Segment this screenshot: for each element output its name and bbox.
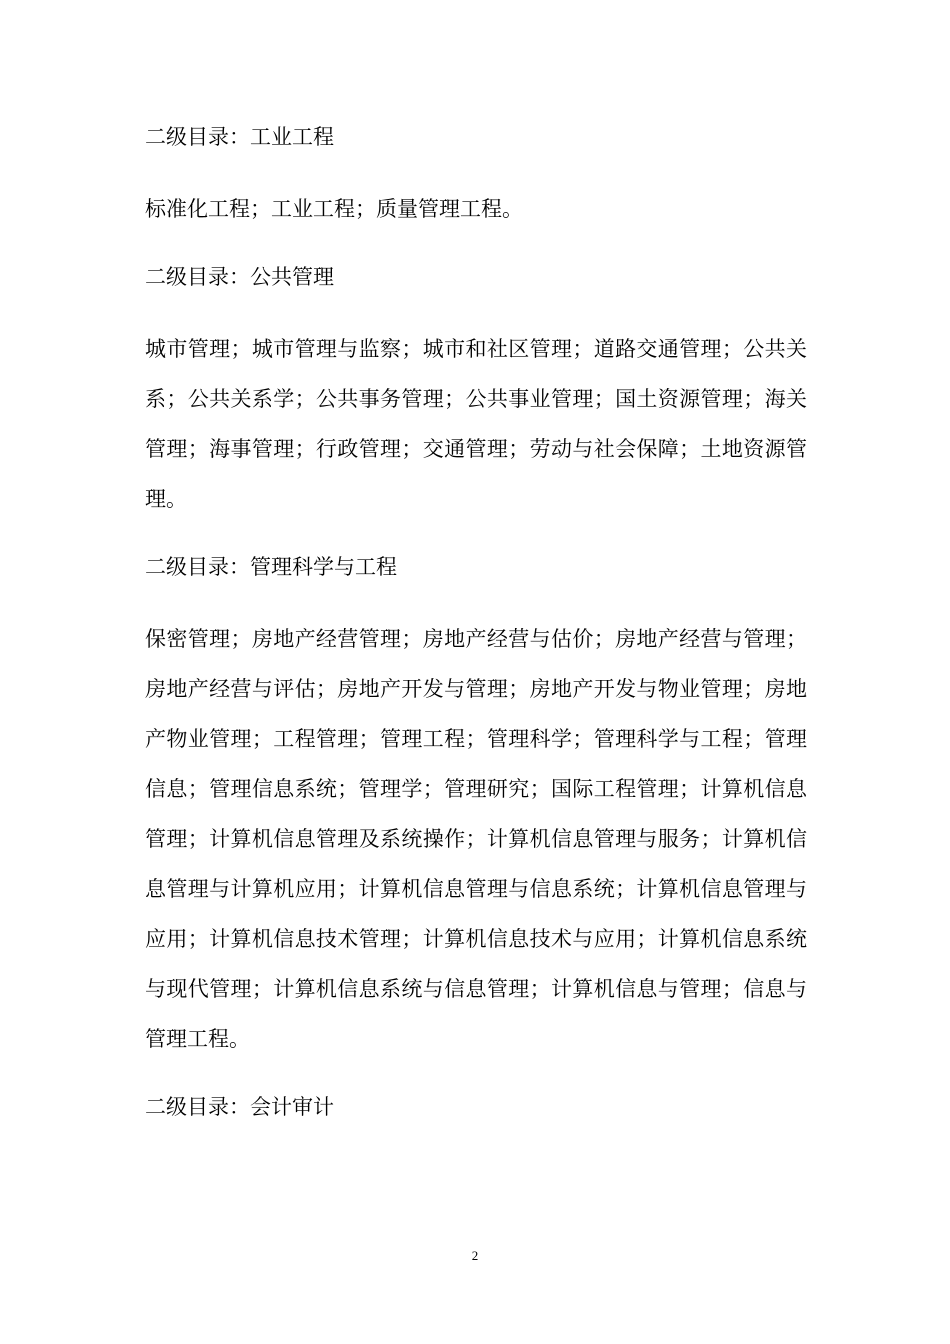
section-heading-management-science: 二级目录：管理科学与工程 [145, 555, 397, 579]
section-body-public-management: 城市管理；城市管理与监察；城市和社区管理；道路交通管理；公共关系；公共关系学；公共事务管理；公共事业管理；国土资源管理；海关管理；海事管理；行政管理；交通管理；劳动与社会保障；土地资源管理。 [145, 337, 807, 511]
page-number: 2 [471, 1248, 479, 1263]
section-heading-accounting-audit: 二级目录：会计审计 [145, 1095, 334, 1119]
document-page [145, 116, 807, 1158]
section-body-management-science: 保密管理；房地产经营管理；房地产经营与估价；房地产经营与管理；房地产经营与评估；房地产开发与管理；房地产开发与物业管理；房地产物业管理；工程管理；管理工程；管理科学；管理科学与工程；管理信息；管理信息系统；管理学；管理研究；国际工程管理；计算机信息管理；计算机信息管理及系统操作；计算机信息管理与服务；计算机信息管理与计算机应用；计算机信息管理与信息系统；计算机信息管理与应用；计算机信息技术管理；计算机信息技术与应用；计算机信息系统与现代管理；计算机信息系统与信息管理；计算机信息与管理；信息与管理工程。 [145, 627, 807, 1051]
section-heading-industrial-engineering: 二级目录：工业工程 [145, 125, 334, 149]
section-heading-public-management: 二级目录：公共管理 [145, 265, 334, 289]
section-body-industrial-engineering: 标准化工程；工业工程；质量管理工程。 [145, 197, 523, 221]
